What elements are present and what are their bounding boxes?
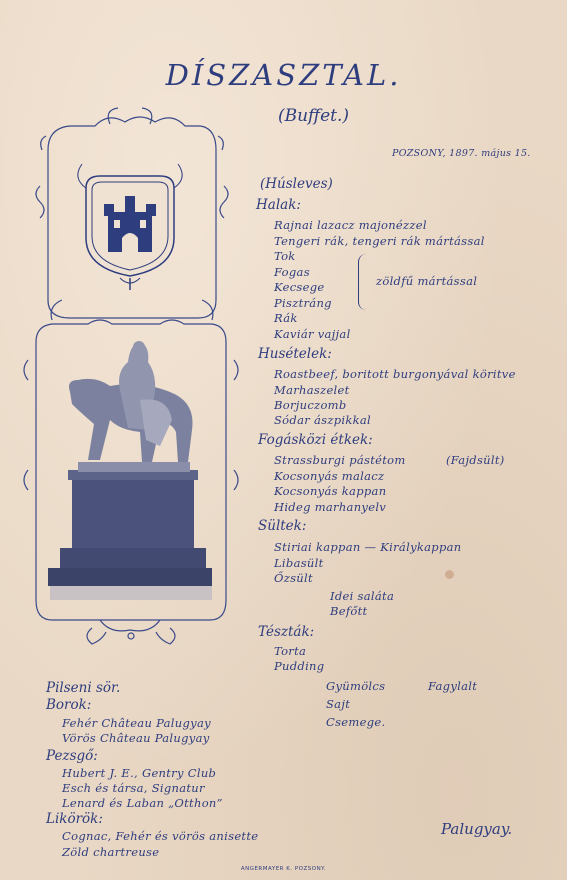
entree-item: Hideg marhanyelv (274, 500, 387, 514)
roast-item: Libasült (274, 556, 324, 570)
champagne-item: Lenard és Laban „Otthon” (62, 796, 223, 810)
menu-date: POZSONY, 1897. május 15. (392, 148, 531, 159)
pastry-heading: Tészták: (258, 624, 315, 640)
wine-item: Fehér Château Palugyay (62, 716, 211, 730)
liqueur-heading: Likörök: (46, 811, 103, 827)
entree-item: Strassburgi pástétom (274, 453, 406, 467)
pastry-item: Sajt (326, 697, 351, 711)
champagne-item: Esch és társa, Signatur (62, 781, 205, 795)
printer-credit: ANGERMAYER K. POZSONY. (240, 866, 327, 872)
roast-item: Őzsült (274, 571, 313, 585)
statue-illustration-icon (48, 341, 212, 600)
meat-item: Marhaszelet (274, 383, 350, 397)
pastry-item: Pudding (274, 659, 325, 673)
fish-sauce-label: zöldfű mártással (376, 274, 478, 288)
signature: Palugyay. (441, 820, 513, 838)
beer-heading: Pilseni sör. (46, 680, 121, 696)
wine-heading: Borok: (46, 697, 92, 713)
fish-item: Fogas (274, 265, 310, 279)
fish-item: Rák (274, 311, 298, 325)
entree-note: (Fajdsült) (446, 453, 505, 467)
meat-item: Sódar ászpikkal (274, 413, 371, 427)
liqueur-item: Cognac, Fehér és vörös anisette (62, 829, 259, 843)
entree-heading: Fogásközi étkek: (258, 432, 373, 448)
paper-stain (445, 570, 454, 579)
meat-heading: Husételek: (258, 346, 332, 362)
champagne-item: Hubert J. E., Gentry Club (62, 766, 217, 780)
roast-item: Stiriai kappan — Királykappan (274, 540, 462, 554)
fish-item: Rajnai lazacz majonézzel (274, 218, 427, 232)
soup-heading: (Húsleves) (260, 176, 333, 192)
pastry-item: Fagylalt (428, 679, 478, 693)
fish-brace (358, 254, 367, 310)
meat-item: Roastbeef, boritott burgonyával köritve (274, 367, 516, 381)
fish-heading: Halak: (256, 197, 301, 213)
champagne-heading: Pezsgő: (46, 748, 98, 764)
entree-item: Kocsonyás malacz (274, 469, 385, 483)
coat-of-arms-icon (78, 164, 182, 290)
pastry-item: Gyümölcs (326, 679, 386, 693)
liqueur-item: Zöld chartreuse (62, 845, 160, 859)
menu-title: DÍSZASZTAL. (165, 58, 402, 92)
fish-item: Kecsege (274, 280, 325, 294)
fish-item: Pisztráng (274, 296, 332, 310)
fish-item: Tok (274, 249, 296, 263)
pastry-item: Csemege. (326, 715, 386, 729)
meat-item: Borjuczomb (274, 398, 347, 412)
pastry-item: Torta (274, 644, 307, 658)
roast-heading: Sültek: (258, 518, 307, 534)
fish-item: Kaviár vajjal (274, 327, 351, 341)
entree-item: Kocsonyás kappan (274, 484, 387, 498)
roast-item: Idei saláta (330, 589, 395, 603)
wine-item: Vörös Château Palugyay (62, 731, 210, 745)
menu-subtitle: (Buffet.) (277, 106, 350, 126)
roast-item: Befőtt (330, 604, 368, 618)
fish-item: Tengeri rák, tengeri rák mártással (274, 234, 485, 248)
